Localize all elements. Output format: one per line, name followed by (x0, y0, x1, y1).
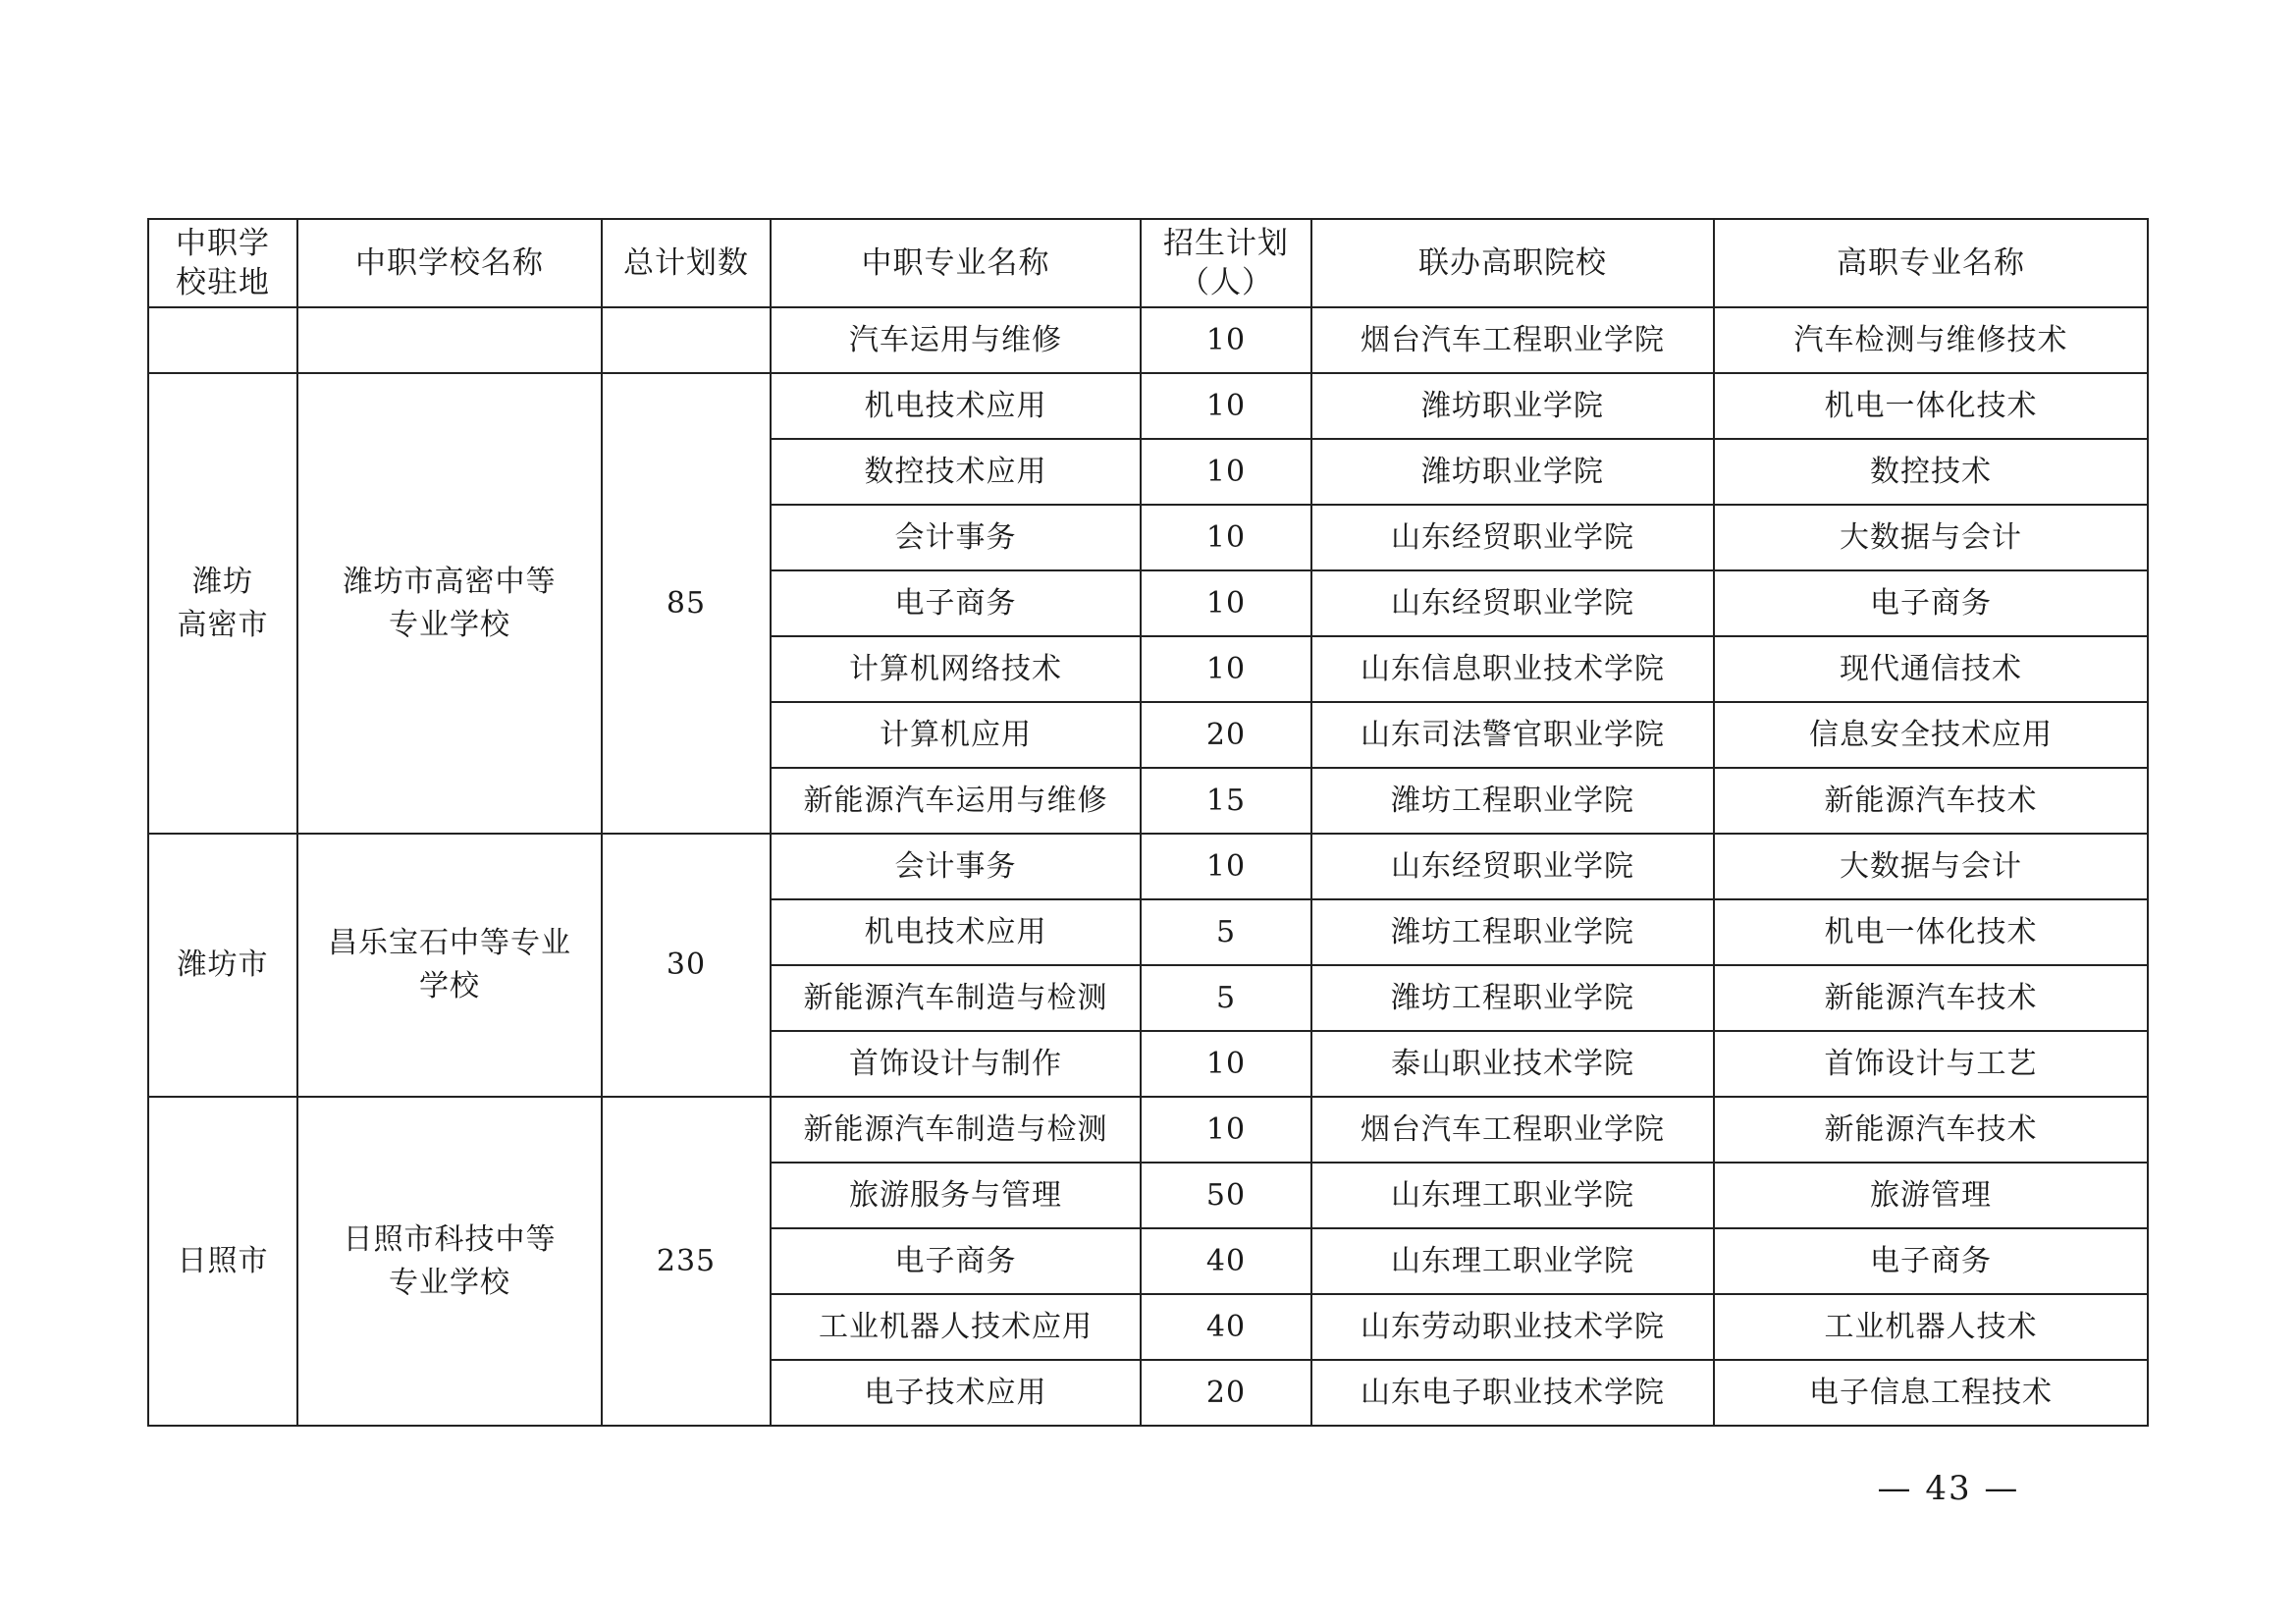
major-cell: 计算机应用 (771, 702, 1141, 768)
college-major-cell: 旅游管理 (1714, 1163, 2148, 1228)
college-cell: 潍坊职业学院 (1311, 439, 1714, 505)
plan-count-cell: 5 (1141, 899, 1311, 965)
table-body (148, 307, 2148, 1426)
header-college-line: 联办高职院校 (1418, 245, 1607, 281)
plan-count-cell: 20 (1141, 702, 1311, 768)
school-location-cell-line: 日照市 (177, 1243, 269, 1278)
college-major-cell: 电子商务 (1714, 570, 2148, 636)
table-header (148, 219, 2148, 307)
header-row (148, 219, 2148, 307)
header-plan-line: （人） (1179, 265, 1273, 300)
plan-count-cell: 10 (1141, 1031, 1311, 1097)
plan-count-cell: 10 (1141, 1097, 1311, 1163)
enrollment-plan-table (147, 218, 2149, 1427)
plan-count-cell: 10 (1141, 570, 1311, 636)
college-cell: 山东劳动职业技术学院 (1311, 1294, 1714, 1360)
major-cell: 会计事务 (771, 834, 1141, 899)
major-cell: 新能源汽车制造与检测 (771, 965, 1141, 1031)
total-plan-cell: 30 (602, 834, 771, 1097)
college-cell: 山东电子职业技术学院 (1311, 1360, 1714, 1426)
school-location-cell-line: 高密市 (177, 607, 269, 642)
college-cell: 烟台汽车工程职业学院 (1311, 307, 1714, 373)
college-major-cell: 信息安全技术应用 (1714, 702, 2148, 768)
total-plan-cell (602, 307, 771, 373)
header-total (602, 219, 771, 307)
major-cell: 电子商务 (771, 1228, 1141, 1294)
college-major-cell: 工业机器人技术 (1714, 1294, 2148, 1360)
school-name-cell (297, 834, 602, 1097)
plan-count-cell: 10 (1141, 636, 1311, 702)
college-cell: 山东经贸职业学院 (1311, 834, 1714, 899)
college-cell: 烟台汽车工程职业学院 (1311, 1097, 1714, 1163)
school-location-cell-line: 潍坊 (192, 564, 253, 599)
major-cell: 机电技术应用 (771, 373, 1141, 439)
college-cell: 泰山职业技术学院 (1311, 1031, 1714, 1097)
table-row (148, 1097, 2148, 1163)
college-major-cell: 机电一体化技术 (1714, 899, 2148, 965)
school-name-cell-line: 学校 (419, 969, 480, 1003)
school-name-cell (297, 1097, 602, 1426)
college-major-cell: 机电一体化技术 (1714, 373, 2148, 439)
major-cell: 新能源汽车运用与维修 (771, 768, 1141, 834)
plan-count-cell: 15 (1141, 768, 1311, 834)
header-location-line: 中职学 (176, 226, 270, 261)
major-cell: 电子商务 (771, 570, 1141, 636)
plan-count-cell: 40 (1141, 1228, 1311, 1294)
school-name-cell-line: 专业学校 (389, 1265, 510, 1300)
header-total-line: 总计划数 (623, 245, 749, 281)
table-row (148, 834, 2148, 899)
college-major-cell: 汽车检测与维修技术 (1714, 307, 2148, 373)
major-cell: 旅游服务与管理 (771, 1163, 1141, 1228)
school-name-cell-line: 专业学校 (389, 607, 510, 642)
major-cell: 工业机器人技术应用 (771, 1294, 1141, 1360)
plan-count-cell: 40 (1141, 1294, 1311, 1360)
school-location-cell (148, 1097, 297, 1426)
major-cell: 机电技术应用 (771, 899, 1141, 965)
school-location-cell (148, 373, 297, 834)
college-cell: 山东司法警官职业学院 (1311, 702, 1714, 768)
college-major-cell: 现代通信技术 (1714, 636, 2148, 702)
college-cell: 潍坊职业学院 (1311, 373, 1714, 439)
plan-count-cell: 10 (1141, 439, 1311, 505)
header-school-line: 中职学校名称 (355, 245, 544, 281)
table-row (148, 307, 2148, 373)
college-cell: 潍坊工程职业学院 (1311, 899, 1714, 965)
total-plan-cell: 85 (602, 373, 771, 834)
major-cell: 新能源汽车制造与检测 (771, 1097, 1141, 1163)
plan-count-cell: 20 (1141, 1360, 1311, 1426)
college-cell: 潍坊工程职业学院 (1311, 965, 1714, 1031)
college-major-cell: 新能源汽车技术 (1714, 1097, 2148, 1163)
college-major-cell: 电子信息工程技术 (1714, 1360, 2148, 1426)
header-college-major-line: 高职专业名称 (1837, 245, 2025, 281)
college-cell: 山东经贸职业学院 (1311, 570, 1714, 636)
total-plan-cell: 235 (602, 1097, 771, 1426)
school-name-cell-line: 昌乐宝石中等专业 (328, 926, 571, 960)
header-college (1311, 219, 1714, 307)
major-cell: 数控技术应用 (771, 439, 1141, 505)
school-name-cell-line: 日照市科技中等 (343, 1221, 557, 1257)
header-school (297, 219, 602, 307)
header-plan-line: 招生计划 (1163, 226, 1289, 261)
header-major (771, 219, 1141, 307)
college-cell: 山东理工职业学院 (1311, 1228, 1714, 1294)
college-cell: 山东理工职业学院 (1311, 1163, 1714, 1228)
header-location (148, 219, 297, 307)
major-cell: 首饰设计与制作 (771, 1031, 1141, 1097)
major-cell: 会计事务 (771, 505, 1141, 570)
header-college-major (1714, 219, 2148, 307)
plan-count-cell: 5 (1141, 965, 1311, 1031)
college-major-cell: 数控技术 (1714, 439, 2148, 505)
college-major-cell: 新能源汽车技术 (1714, 768, 2148, 834)
college-major-cell: 新能源汽车技术 (1714, 965, 2148, 1031)
college-major-cell: 首饰设计与工艺 (1714, 1031, 2148, 1097)
college-cell: 山东信息职业技术学院 (1311, 636, 1714, 702)
plan-count-cell: 10 (1141, 834, 1311, 899)
plan-count-cell: 10 (1141, 505, 1311, 570)
college-major-cell: 大数据与会计 (1714, 505, 2148, 570)
major-cell: 电子技术应用 (771, 1360, 1141, 1426)
college-major-cell: 电子商务 (1714, 1228, 2148, 1294)
major-cell: 计算机网络技术 (771, 636, 1141, 702)
school-location-cell (148, 834, 297, 1097)
college-cell: 潍坊工程职业学院 (1311, 768, 1714, 834)
school-name-cell (297, 373, 602, 834)
header-location-line: 校驻地 (176, 265, 270, 300)
page-number: — 43 — (1877, 1469, 2020, 1508)
plan-count-cell: 50 (1141, 1163, 1311, 1228)
school-location-cell-line: 潍坊市 (177, 947, 269, 982)
college-cell: 山东经贸职业学院 (1311, 505, 1714, 570)
school-location-cell (148, 307, 297, 373)
school-name-cell-line: 潍坊市高密中等 (343, 564, 557, 599)
header-plan (1141, 219, 1311, 307)
major-cell: 汽车运用与维修 (771, 307, 1141, 373)
header-major-line: 中职专业名称 (861, 245, 1050, 281)
plan-count-cell: 10 (1141, 373, 1311, 439)
plan-count-cell: 10 (1141, 307, 1311, 373)
table-row (148, 373, 2148, 439)
school-name-cell (297, 307, 602, 373)
college-major-cell: 大数据与会计 (1714, 834, 2148, 899)
